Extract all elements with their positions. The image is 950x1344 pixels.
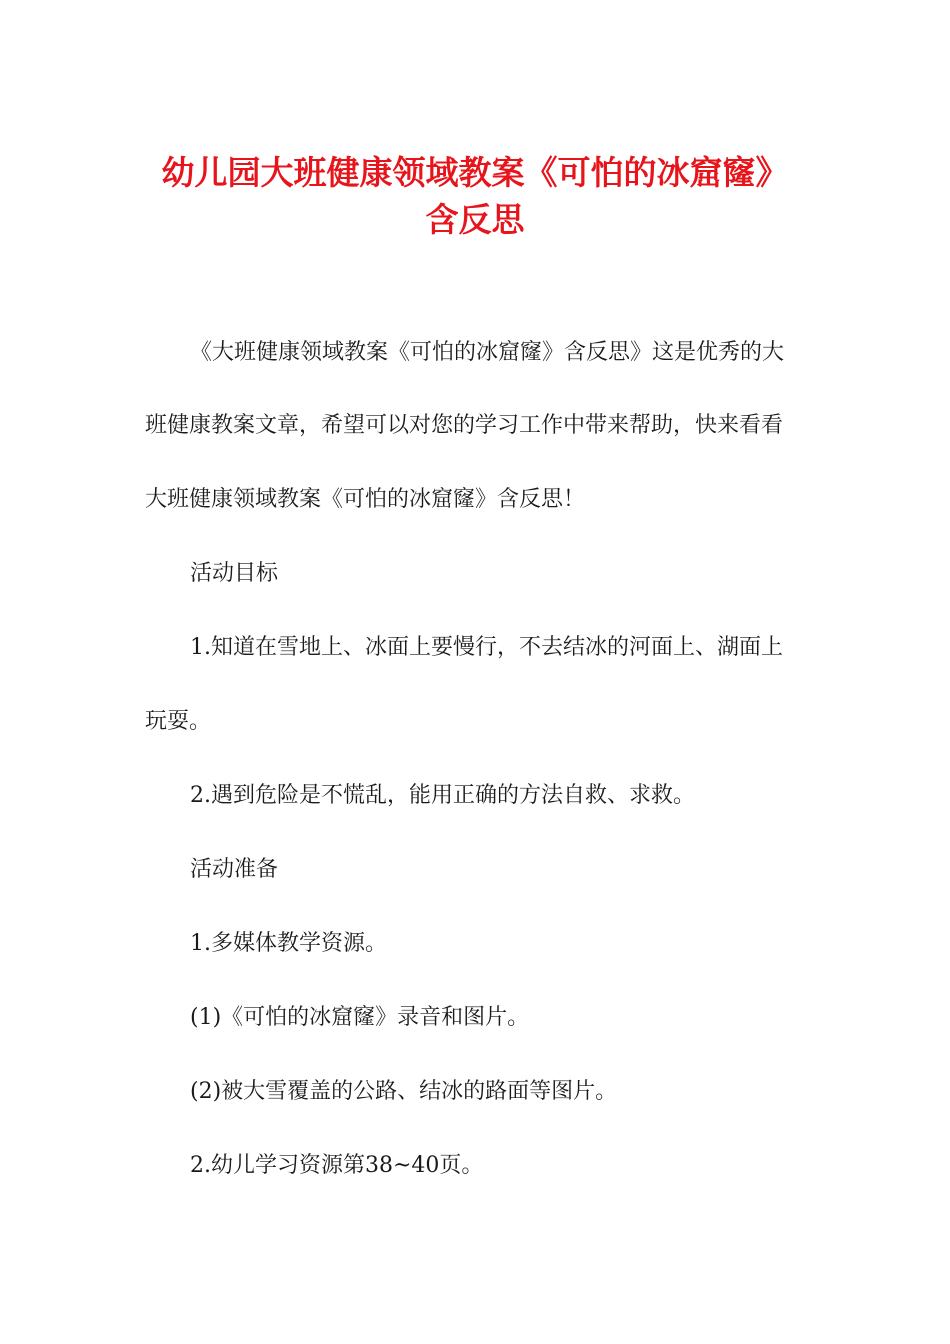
intro-line-1: 《大班健康领域教案《可怕的冰窟窿》含反思》这是优秀的大 (190, 340, 785, 365)
intro-line-2: 班健康教案文章，希望可以对您的学习工作中带来帮助，快来看看 (145, 413, 784, 438)
section-heading-goals: 活动目标 (190, 561, 279, 586)
prep-item-1-sub-1: (1)《可怕的冰窟窿》录音和图片。 (190, 1005, 530, 1030)
intro-line-3: 大班健康领域教案《可怕的冰窟窿》含反思！ (145, 487, 586, 512)
goal-1-line-2: 玩耍。 (145, 709, 212, 734)
goal-1-line-1: 1.知道在雪地上、冰面上要慢行，不去结冰的河面上、湖面上 (190, 635, 783, 660)
section-heading-preparation: 活动准备 (190, 857, 279, 882)
prep-item-1: 1.多媒体教学资源。 (190, 931, 387, 956)
document-title-line-2: 含反思 (425, 200, 525, 239)
goal-2: 2.遇到危险是不慌乱，能用正确的方法自救、求救。 (190, 783, 695, 808)
prep-item-2: 2.幼儿学习资源第38~40页。 (190, 1153, 484, 1178)
document-title-line-1: 幼儿园大班健康领域教案《可怕的冰窟窿》 (161, 153, 789, 192)
prep-item-1-sub-2: (2)被大雪覆盖的公路、结冰的路面等图片。 (190, 1079, 618, 1104)
